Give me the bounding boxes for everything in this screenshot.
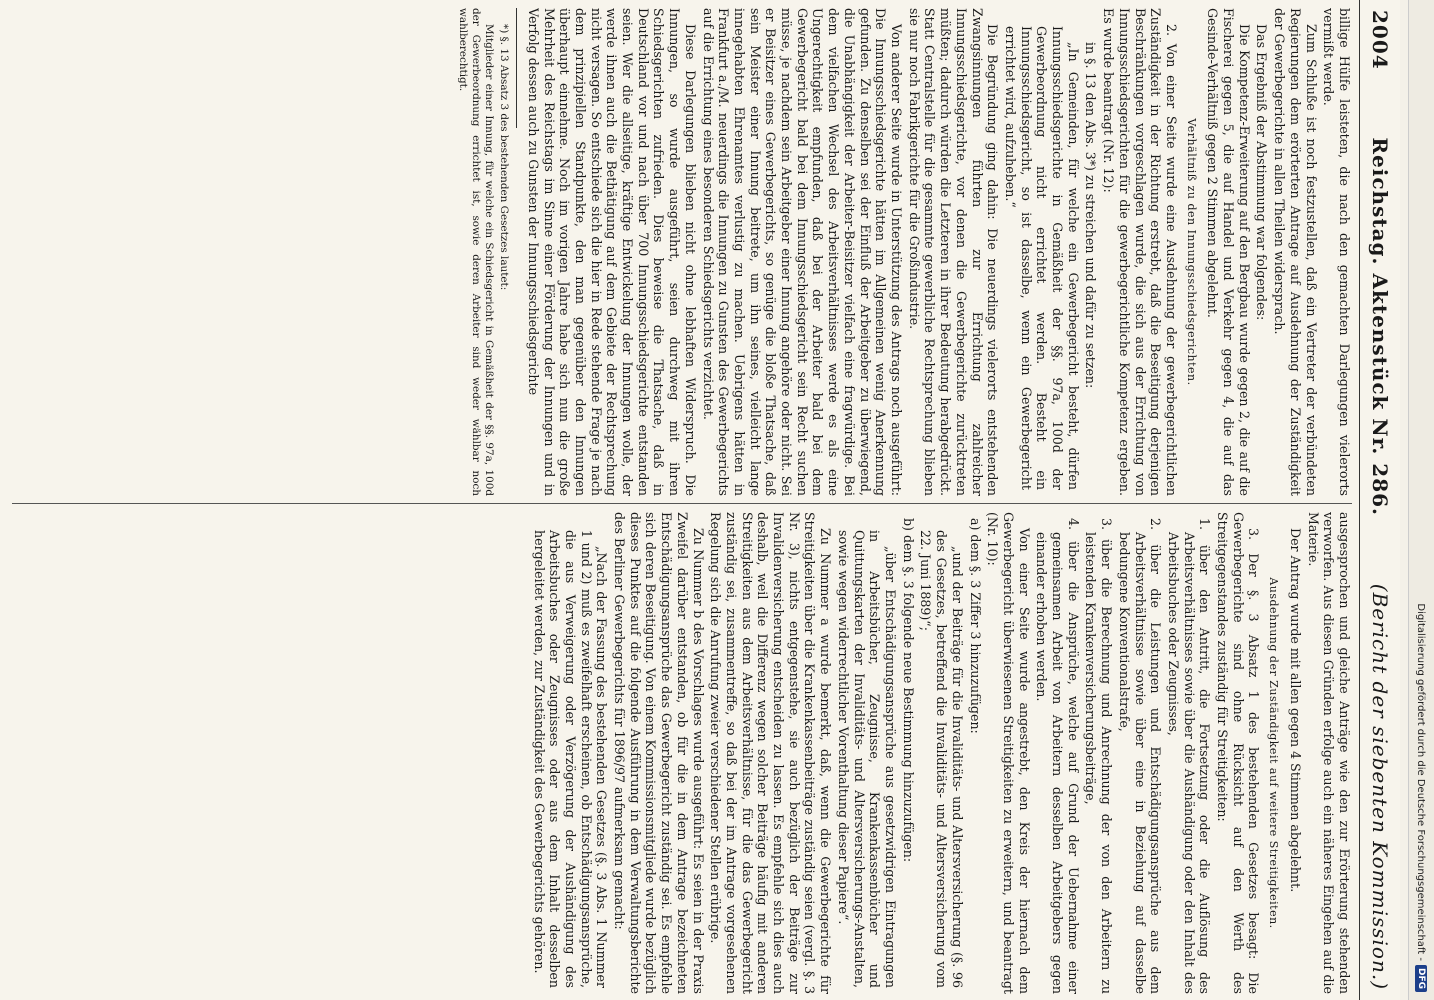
page-title: Reichstag. Aktenstück Nr. 286. — [1368, 137, 1392, 516]
paragraph: ausgesprochen und gleiche Anträge wie den zur Erörterung stehenden verworfen. Aus diesen Gründen erfolge auch ein näheres Eingehen auf die Materie. — [1305, 512, 1352, 994]
list-item: 2. über die Leistungen und Entschädigungsansprüche aus dem Arbeitsverhältnisse sowie über eine in Beziehung auf dasselbe bedungene Konventionalstrafe, — [1116, 518, 1164, 994]
paragraph: Zu Nummer a wurde bemerkt, daß, wenn die Gewerbegerichte für Streitigkeiten über die Krankenkassenbeiträge zuständig seien (vergl. §. 3 Nr. 3), nichts entgegenstehe, sie auch bezüglich der Beiträge zur Invalidenversicherung entscheiden zu lassen. Es empfehle sich dies auch deshalb, weil die Differenz wegen solcher Beiträge häufig mit anderen Streitigkeiten aus dem Arbeitsverhältnisse, für die das Gewerbegericht zuständig sei, zusammentreffe, so daß bei der im Antrage vorgesehenen Regelung sich die Anrufung zweier verschiedener Stellen erübrige. — [708, 512, 834, 994]
paragraph: Diese Darlegungen blieben nicht ohne lebhaften Widerspruch. Die Innungen, so wurde ausgeführt, seien durchweg mit ihren Schiedsgerichten zufrieden. Dies beweise die Thatsache, daß in Deutschland vor und nach über 700 Innungsschiedsgerichte entstanden seien. Wer die allseitige, kräftige Entwickelung der Innungen wolle, der werde ihnen auch die Bethätigung auf dem Gebiete der Rechtsprechung nicht versagen. So entschiede sich die hier in Rede stehende Frage je nach dem prinzipiellen Standpunkte, den man gegenüber den Innungen überhaupt einnehme. Noch im vorigen Jahre habe sich nun die große Mehrheit des Reichstags im Sinne einer Förderung der Innungen und in Verfolg dessen auch zu Gunsten der Innungsschiedsgerichte — [525, 8, 698, 496]
paragraph: Zu Nummer b des Vorschlages wurde ausgeführt: Es seien in der Praxis Zweifel darüber entstanden, ob für die in dem Antrage bezeichneten Entschädigungsansprüche das Gewerbegericht zuständig sei. Es empfehle sich deren Beseitigung. Von einem Kommissionsmitgliede wurde bezüglich dieses Punktes auf die folgende Ausführung in dem Verwaltungsberichte des Berliner Gewerbegerichts für 1896/97 aufmerksam gemacht: — [612, 512, 706, 994]
footnote-separator — [516, 8, 517, 128]
digitization-credit — [1408, 0, 1434, 1000]
page-header — [1359, 0, 1400, 1000]
paragraph: 3. Der §. 3 Absatz 1 des bestehenden Gesetzes besagt: Die Gewerbegerichte sind ohne Rücksicht auf den Werth des Streitgegenstandes zuständig für Streitigkeiten: — [1215, 512, 1262, 994]
section-subheading: Ausdehnung der Zuständigkeit auf weitere Streitigkeiten. — [1267, 577, 1281, 929]
column-divider — [12, 503, 1352, 504]
quoted-text: „In Gemeinden, für welche ein Gewerbegericht besteht, dürfen Innungsschiedsgerichte in Gemäßheit der §§. 97a, 100d der Gewerbeordnung nicht errichtet werden. Besteht ein Innungsschiedsgericht, so ist dasselbe, wenn ein Gewerbegericht errichtet wird, aufzuheben.“ — [1002, 26, 1081, 490]
paragraph: Zum Schluße ist noch festzustellen, daß ein Vertreter der verbündeten Regierungen dem erörterten Antrage auf Ausdehnung der Zuständigkeit der Gewerbegerichte in allen Theilen widersprach. — [1272, 8, 1319, 496]
quoted-text: in §. 13 den Abs. 3*) zu streichen und dafür zu setzen: — [1083, 42, 1099, 389]
quoted-text: „über Entschädigungsansprüche aus gesetzwidrigen Eintragungen in Arbeitsbücher, Zeugnisse, Krankenkassenbücher und Quittungskarten der Invaliditäts- und Altersversicherungs-Anstalten, sowie wegen widerrechtlicher Vorenthaltung dieser Papiere“. — [835, 530, 899, 988]
footnote: *) §. 13 Absatz 3 des bestehenden Gesetzes lautet: — [498, 24, 511, 291]
credit-text: Digitalisierung gefördert durch die Deutsche Forschungsgemeinschaft - — [1415, 603, 1427, 961]
list-item: b) dem §. 3 folgende neue Bestimmung hinzuzufügen: — [900, 518, 916, 863]
page-number: 2004 — [1368, 10, 1392, 70]
footnote: Mitglieder einer Innung, für welche ein Schiedsgericht in Gemäßheit der §§. 97a, 100d der Gewerbeordnung errichtet ist, sowie deren Arbeiter sind weder wählbar noch wahlberechtigt. — [457, 8, 496, 496]
list-item: 3. über die Berechnung und Anrechnung der von den Arbeitern zu leistenden Krankenversicherungsbeiträge, — [1083, 518, 1115, 994]
paragraph: 2. Von einer Seite wurde eine Ausdehnung der gewerbegerichtlichen Zuständigkeit in der Richtung erstrebt, daß die Beseitigung derjenigen Beschränkungen vorgeschlagen wurde, die sich aus der Errichtung von Innungsschiedsgerichten für die gewerbegerichtliche Kompetenz ergeben. Es wurde beantragt (Nr. 12): — [1101, 8, 1179, 496]
paragraph: Die Kompetenz-Erweiterung auf den Bergbau wurde gegen 2, die auf die Fischerei gegen 5, die auf Handel und Verkehr gegen 4, die auf das Gesinde-Verhältniß gegen 2 Stimmen abgelehnt. — [1205, 8, 1252, 496]
report-title: (Bericht der siebenten Kommission.) — [1368, 583, 1392, 990]
paragraph: Von anderer Seite wurde in Unterstützung des Antrags noch ausgeführt: Die Innungsschiedsgerichte hätten im Allgemeinen wenig Anerkennung gefunden. Zu denselben sei der Einfluß der Arbeitgeber zu überwiegend, die Unabhängigkeit der Arbeiter-Beisitzer vielfach eine fragwürdige. Bei dem vielfachen Wechsel des Arbeitsverhältnisses werde es als eine Ungerechtigkeit empfunden, daß bei der Arbeiter bald bei dem Gewerbegericht bald bei dem Innungsschiedsgericht sein Recht suchen müsse, je nachdem sein Arbeitgeber einer Innung angehöre oder nicht. Sei er Beisitzer eines Gewerbegerichts, so genüge die bloße Thatsache, daß sein Meister einer Innung beitrete, um ihn seines, vielleicht lange innegehabten Ehrenamtes verlustig zu machen. Uebrigens hätten in Frankfurt a./M. neuerdings die Innungen zu Gunsten des Gewerbegerichts auf die Errichtung eines besonderen Schiedsgerichts verzichtet. — [700, 8, 905, 496]
paragraph: billige Hülfe leisteten, die nach den gemachten Darlegungen vielerorts vermißt werde. — [1321, 8, 1352, 496]
quoted-text: „und der Beiträge für die Invaliditäts- und Altersversicherung (§. 96 des Gesetzes, betreffend die Invaliditäts- und Altersversicherung vom 22. Juni 1889)“; — [918, 530, 965, 988]
quoted-text: „Nach der Fassung des bestehenden Gesetzes (§. 3 Abs. 1 Nummer 1 und 2) muß es zweifelhaft erscheinen, ob Entschädigungsansprüche, die aus Verweigerung oder Verzögerung der Aushändigung des Arbeitsbuches oder Zeugnisses oder aus dem Inhalt desselben hergeleitet werden, zur Zuständigkeit des Gewerbegerichts gehören. — [531, 530, 610, 988]
dfg-logo: DFG — [1415, 965, 1427, 992]
right-column — [12, 512, 1352, 994]
paragraph: Der Antrag wurde mit allen gegen 4 Stimmen abgelehnt. — [1287, 528, 1303, 893]
left-column — [12, 8, 1352, 496]
paragraph: Das Ergebniß der Abstimmung war folgendes: — [1254, 24, 1270, 321]
paragraph: Die Begründung ging dahin: Die neuerdings vielerorts entstehenden Zwangsinnungen führten zur Errichtung zahlreicher Innungsschiedsgerichte, vor denen die Gewerbegerichte zurücktreten müßten; dadurch würden die Letzteren in ihrer Bedeutung herabgedrückt. Statt Centralstelle für die gesammte gewerbliche Rechtsprechung blieben sie nur noch Fabrikgerichte für die Großindustrie. — [906, 8, 1001, 496]
section-subheading: Verhältniß zu den Innungsschiedsgerichten. — [1184, 118, 1198, 386]
list-item: 4. über die Ansprüche, welche auf Grund der Uebernahme einer gemeinsamen Arbeit von Arbeitern desselben Arbeitgebers gegen einander erhoben werden. — [1034, 518, 1081, 994]
list-item: 1. über den Antritt, die Fortsetzung oder die Auflösung des Arbeitsverhältnisses sowie über die Aushändigung oder den Inhalt des Arbeitsbuches oder Zeugnisses, — [1165, 518, 1213, 994]
list-item: a) dem §. 3 Ziffer 3 hinzuzufügen: — [967, 518, 983, 734]
paragraph: Von einer Seite wurde angestrebt, den Kreis der hiernach dem Gewerbegericht überwiesenen Streitigkeiten zu erweitern, und beantragt (Nr. 10): — [985, 512, 1032, 994]
